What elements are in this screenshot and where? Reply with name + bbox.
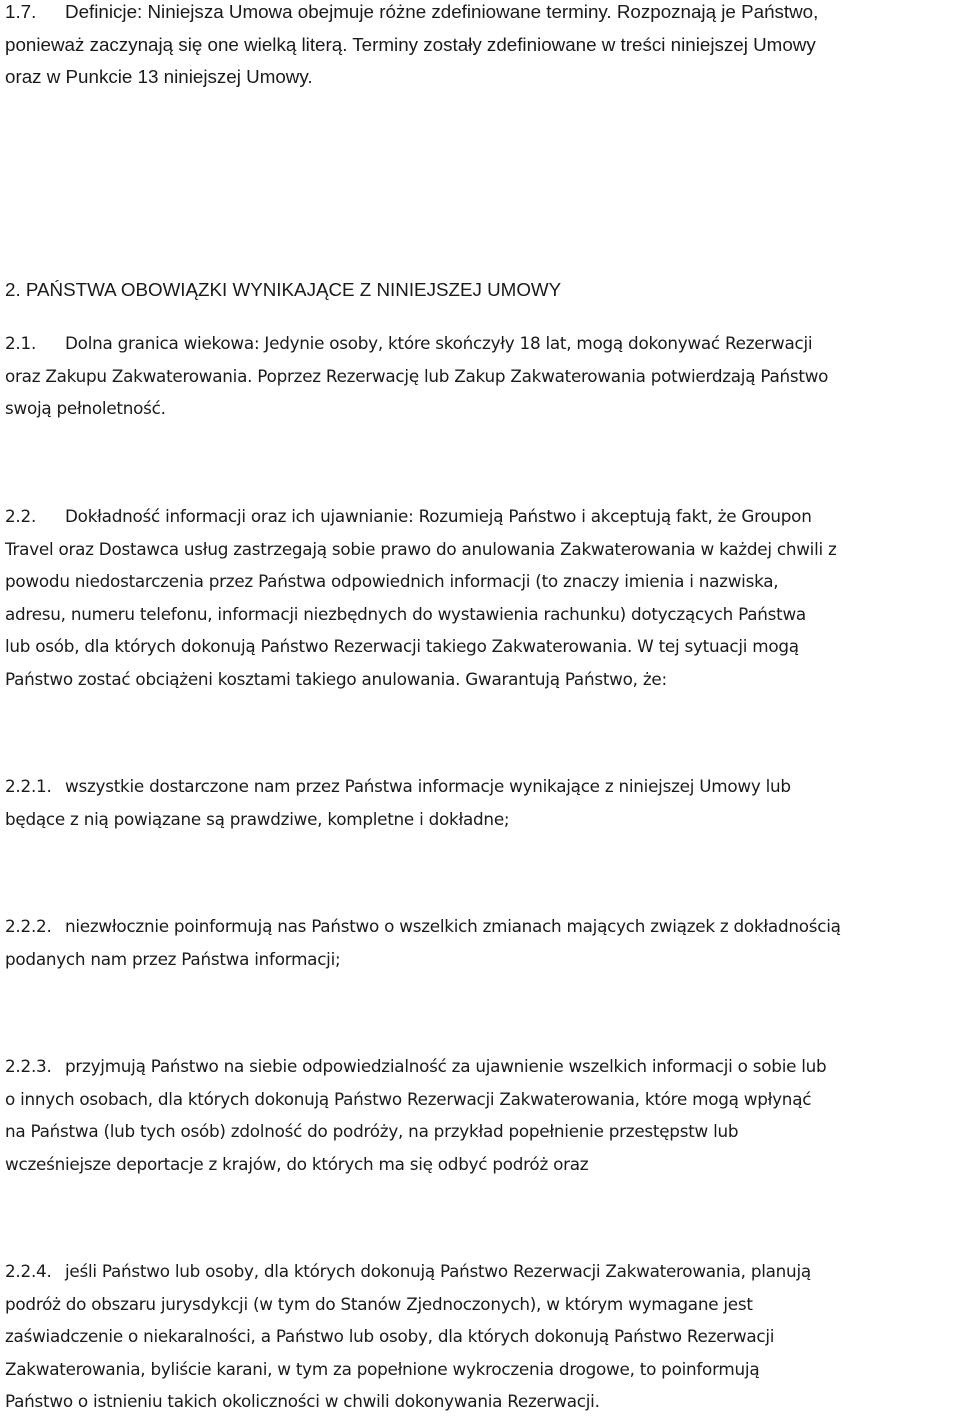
section-text: będące z nią powiązane są prawdziwe, kompletne i dokładne;	[5, 808, 510, 829]
section-number: 2.2.2.	[5, 916, 52, 936]
section-text: adresu, numeru telefonu, informacji niezbędnych do wystawienia rachunku) dotyczących Państwa	[5, 603, 806, 624]
section-line	[5, 1050, 957, 1083]
section-text: o innych osobach, dla których dokonują Państwo Rezerwacji Zakwaterowania, które mogą wpłynąć	[5, 1088, 812, 1109]
section-2-2-3	[5, 1050, 957, 1180]
section-line	[5, 0, 957, 29]
section-text: oraz w Punkcie 13 niniejszej Umowy.	[5, 66, 313, 87]
section-2-2	[5, 500, 957, 695]
section-text: na Państwa (lub tych osób) zdolność do podróży, na przykład popełnienie przestępstw lub	[5, 1121, 739, 1141]
section-text: zaświadczenie o niekaralności, a Państwo lub osoby, dla których dokonują Państwo Rezerwacji	[5, 1326, 775, 1346]
section-2-1	[5, 327, 957, 425]
section-text: Travel oraz Dostawca usług zastrzegają sobie prawo do anulowania Zakwaterowania w każdej chwili z	[5, 538, 837, 559]
section-line	[5, 327, 957, 360]
section-number: 2.1.	[5, 333, 37, 353]
section-number: 1.7.	[5, 1, 37, 22]
section-text: Zakwaterowania, byliście karani, w tym za popełnione wykroczenia drogowe, to poinformują	[5, 1358, 760, 1379]
section-line	[5, 770, 957, 803]
section-text: swoją pełnoletność.	[5, 398, 166, 418]
section-text: wcześniejsze deportacje z krajów, do których ma się odbyć podróż oraz	[5, 1153, 589, 1174]
section-2-heading	[5, 274, 957, 307]
section-2-2-4	[5, 1255, 957, 1418]
section-2-2-2	[5, 910, 957, 975]
section-text: jeśli Państwo lub osoby, dla których dokonują Państwo Rezerwacji Zakwaterowania, planują	[65, 1261, 811, 1281]
section-text: lub osób, dla których dokonują Państwo Rezerwacji takiego Zakwaterowania. W tej sytuacji mogą	[5, 636, 799, 656]
section-2-2-1	[5, 770, 957, 835]
section-text: Państwo o istnieniu takich okoliczności w chwili dokonywania Rezerwacji.	[5, 1391, 600, 1411]
section-1-7	[5, 0, 957, 94]
section-text: wszystkie dostarczone nam przez Państwa informacje wynikające z niniejszej Umowy lub	[65, 776, 791, 796]
section-text: przyjmują Państwo na siebie odpowiedzialność za ujawnienie wszelkich informacji o sobie lub	[65, 1056, 827, 1076]
section-heading: 2. PAŃSTWA OBOWIĄZKI WYNIKAJĄCE Z NINIEJSZEJ UMOWY	[5, 279, 562, 300]
section-text: oraz Zakupu Zakwaterowania. Poprzez Rezerwację lub Zakup Zakwaterowania potwierdzają Państwo	[5, 365, 829, 386]
section-line	[5, 910, 957, 943]
section-text: niezwłocznie poinformują nas Państwo o wszelkich zmianach mających związek z dokładnością	[65, 916, 841, 936]
section-line	[5, 500, 957, 533]
section-text: podanych nam przez Państwa informacji;	[5, 948, 341, 969]
section-text: powodu niedostarczenia przez Państwa odpowiednich informacji (to znaczy imienia i nazwiska,	[5, 571, 779, 591]
section-number: 2.2.1.	[5, 776, 52, 796]
section-text: Dokładność informacji oraz ich ujawnianie: Rozumieją Państwo i akceptują fakt, że Groupon	[65, 506, 812, 526]
section-text: Definicje: Niniejsza Umowa obejmuje różne zdefiniowane terminy. Rozpoznają je Państwo,	[65, 1, 819, 22]
section-text: ponieważ zaczynają się one wielką literą. Terminy zostały zdefiniowane w treści niniejszej Umowy	[5, 33, 816, 55]
section-text: podróż do obszaru jurysdykcji (w tym do Stanów Zjednoczonych), w którym wymagane jest	[5, 1293, 753, 1314]
section-number: 2.2.3.	[5, 1056, 52, 1076]
section-number: 2.2.4.	[5, 1261, 52, 1281]
section-text: Państwo zostać obciążeni kosztami takiego anulowania. Gwarantują Państwo, że:	[5, 668, 667, 689]
section-text: Dolna granica wiekowa: Jedynie osoby, które skończyły 18 lat, mogą dokonywać Rezerwacji	[65, 333, 813, 353]
section-line	[5, 1255, 957, 1288]
section-number: 2.2.	[5, 506, 37, 526]
